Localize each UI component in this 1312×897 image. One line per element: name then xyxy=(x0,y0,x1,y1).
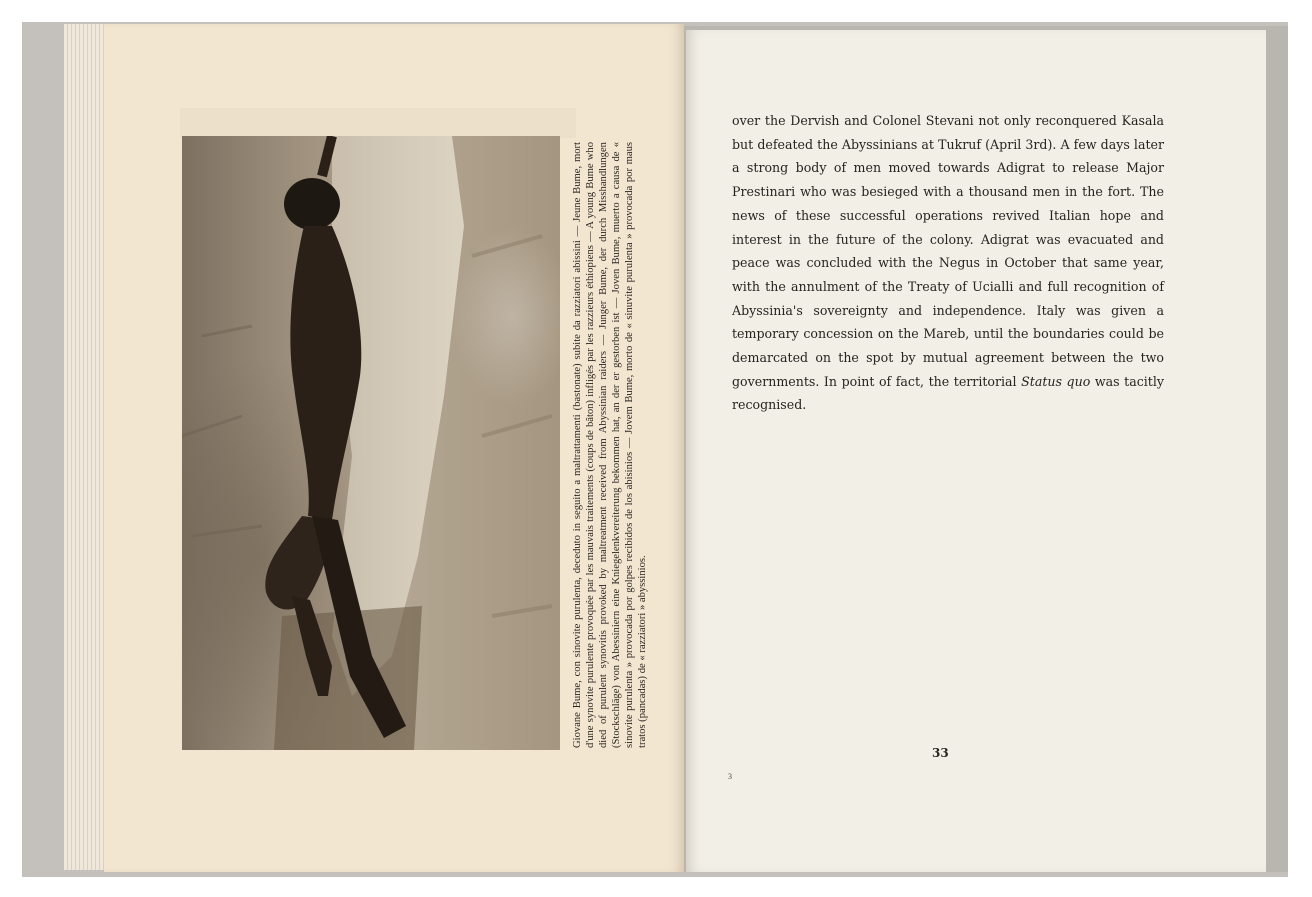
caption-french: Jeune Bume, mort d'une synovite purulente provoquée par les mauvais traitements (coups de bâton) infligés par les razzieurs éthiopiens — xyxy=(572,142,596,748)
caption-german: Junger Bume, der durch Misshandlungen (Stockschläge) von Abessiniern eine Kniegelenkvereiterung bekommen hat, an der er gestorben ist — xyxy=(597,142,622,748)
body-text-run: over the Dervish and Colonel Stevani not only reconquered Kasala but defeated the Abyssinians at Tukruf (April 3rd). A few days later a strong body of men moved towards Adigrat to release Major Prestinari who was besieged with a thousand men in the fort. The news of these successful operations revived Italian hope and interest in the future of the colony. Adigrat was evacuated and peace was concluded with the Negus in October that same year, with the annulment of the Treaty of Ucialli and full recognition of Abyssinia's sovereignty and independence. Italy was given a temporary concession on the Mareb, until the boundaries could be demarcated on the spot by mutual agreement between the two governments. In point of fact, the territorial xyxy=(732,113,1164,389)
signature-mark: 3 xyxy=(728,772,732,781)
left-page xyxy=(104,24,684,872)
body-paragraph xyxy=(732,109,1164,417)
page-number: 33 xyxy=(932,746,949,760)
plate-tint xyxy=(180,108,576,138)
photo-plate xyxy=(182,136,560,750)
photo-caption xyxy=(572,142,662,748)
body-text-italic: Status quo xyxy=(1021,373,1091,389)
caption-italian: Giovane Bume, con sinovite purulenta, deceduto in seguito a maltrattamenti (bastonate) subite da razziatori abissini — xyxy=(572,225,583,748)
right-page xyxy=(686,30,1266,872)
body-text-run: was tacitly recognised. xyxy=(732,373,1164,413)
photo-illustration xyxy=(182,136,560,750)
caption-spanish: Joven Bume, muerto a causa de « sinovite purulenta » provocada por golpes recibidos de los abisinios — Jovem Bume, morto de « sinuvite purulenta » provocada por maus tratos (pancadas) de « razziatori » abyssinios. xyxy=(610,142,648,748)
caption-english: A young Bume who died of purulent synovitis provoked by maltreatment received from Abyssinian raiders — xyxy=(584,141,609,748)
